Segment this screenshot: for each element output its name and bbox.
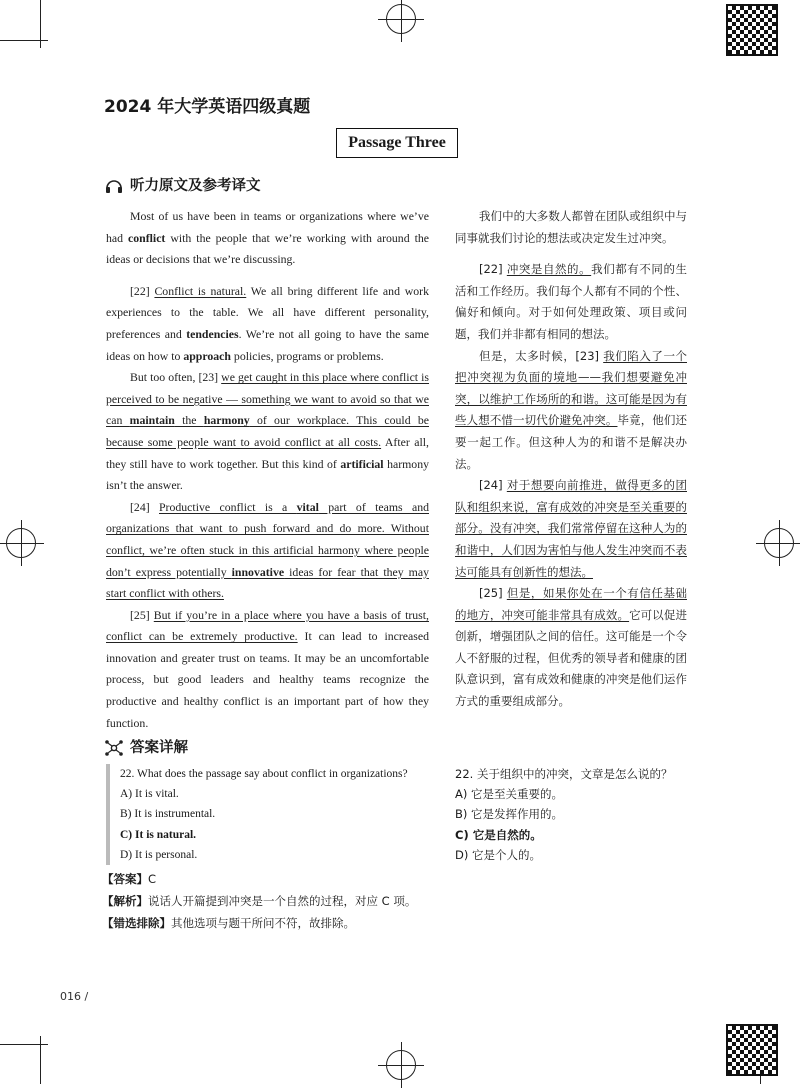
molecule-icon [104,739,124,757]
exclude-line: 【错选排除】其他选项与题干所问不符，故排除。 [102,916,355,930]
page-number: 016 / [60,990,89,1003]
en-paragraph-4: [24] Productive conflict is a vital part of teams and organizations that want to push forward and do more. Without conflict, we’re often stuck in this artificial harmony where people don’t express potentially innovative ideas for fear that they may start conflict with others. [106,499,429,601]
analysis-line: 【解析】说话人开篇提到冲突是一个自然的过程，对应 C 项。 [102,894,417,908]
en-paragraph-2: [22] Conflict is natural. We all bring different life and work experiences to the table. We all have different personality, preferences and tendencies. We’re not all going to have the same ideas on how to approach policies, programs or problems. [106,283,429,363]
option-c-zh: C) 它是自然的。 [455,827,542,842]
question-block-en [106,764,450,865]
chinese-text [455,206,687,713]
option-d-zh: D) 它是个人的。 [455,847,541,862]
zh-paragraph-4: [24] 对于想要向前推进，做得更多的团队和组织来说，富有成效的冲突是至关重要的部分。没有冲突，我们常常停留在这种人为的和谐中，人们因为害怕与他人发生冲突而不表达可能具有创新性的想法。 [455,478,687,579]
en-paragraph-3: But too often, [23] we get caught in this place where conflict is perceived to be negative — something we want to avoid so that we can maintain the harmony of our workplace. This could be because some people want to avoid conflict at all costs. After all, they still have to work together. But this kind of artificial harmony isn’t the answer. [106,370,430,493]
headphones-icon [104,177,124,195]
registration-mark-right [764,528,794,558]
question-block-zh [455,764,687,865]
english-text [106,206,429,734]
passage-label: Passage Three [336,128,458,158]
option-a-zh: A) 它是至关重要的。 [455,787,564,802]
section-answers [104,736,188,757]
en-paragraph-1: Most of us have been in teams or organizations where we’ve had conflict with the people that we’re working with around the ideas or decisions that we’re discussing. [106,209,429,267]
option-b-zh: B) 它是发挥作用的。 [455,807,564,822]
registration-mark-top [386,4,416,34]
qr-code-bottom [726,1024,778,1076]
option-c: C) It is natural. [120,828,197,841]
qr-code-top [726,4,778,56]
zh-paragraph-5: [25] 但是，如果你处在一个有信任基础的地方，冲突可能非常具有成效。它可以促进创新，增强团队之间的信任。这可能是一个令人不舒服的过程，但优秀的领导者和健康的团队意识到，富有成效和健康的冲突是他们运作方式的重要组成部分。 [455,586,687,709]
zh-paragraph-1: 我们中的大多数人都曾在团队或组织中与同事就我们讨论的想法或决定发生过冲突。 [455,209,687,245]
answer-line: 【答案】C [102,872,157,886]
option-b: B) It is instrumental. [120,808,216,821]
registration-mark-bottom [386,1050,416,1080]
zh-paragraph-2: [22] 冲突是自然的。我们都有不同的生活和工作经历。我们每个人都有不同的个性、偏好和倾向。对于如何处理政策、项目或问题，我们并非都有相同的想法。 [455,262,687,341]
section-listening-label: 听力原文及参考译文 [130,178,261,194]
option-d: D) It is personal. [120,848,198,861]
question-stem-zh: 22. 关于组织中的冲突，文章是怎么说的？ [455,767,673,781]
section-answers-label: 答案详解 [130,740,188,756]
question-stem: 22. What does the passage say about conflict in organizations? [120,768,408,780]
answer-explanation [102,868,662,934]
registration-mark-left [6,528,36,558]
en-paragraph-5: [25] But if you’re in a place where you have a basis of trust, conflict can be extremely productive. It can lead to increased innovation and greater trust on teams. It may be an uncomfortable process, but good leaders and healthy teams recognize the productive and healthy conflict is an important part of how they function. [106,607,429,730]
page-title: 2024 年大学英语四级真题 [104,97,311,117]
zh-paragraph-3: 但是，太多时候，[23] 我们陷入了一个把冲突视为负面的境地——我们想要避免冲突，以维护工作场所的和谐。这可能是因为有些人想不惜一切代价避免冲突。毕竟，他们还要一起工作。但这种人为的和谐不是解决办法。 [455,348,688,471]
option-a: A) It is vital. [120,788,179,801]
section-listening [104,174,261,195]
